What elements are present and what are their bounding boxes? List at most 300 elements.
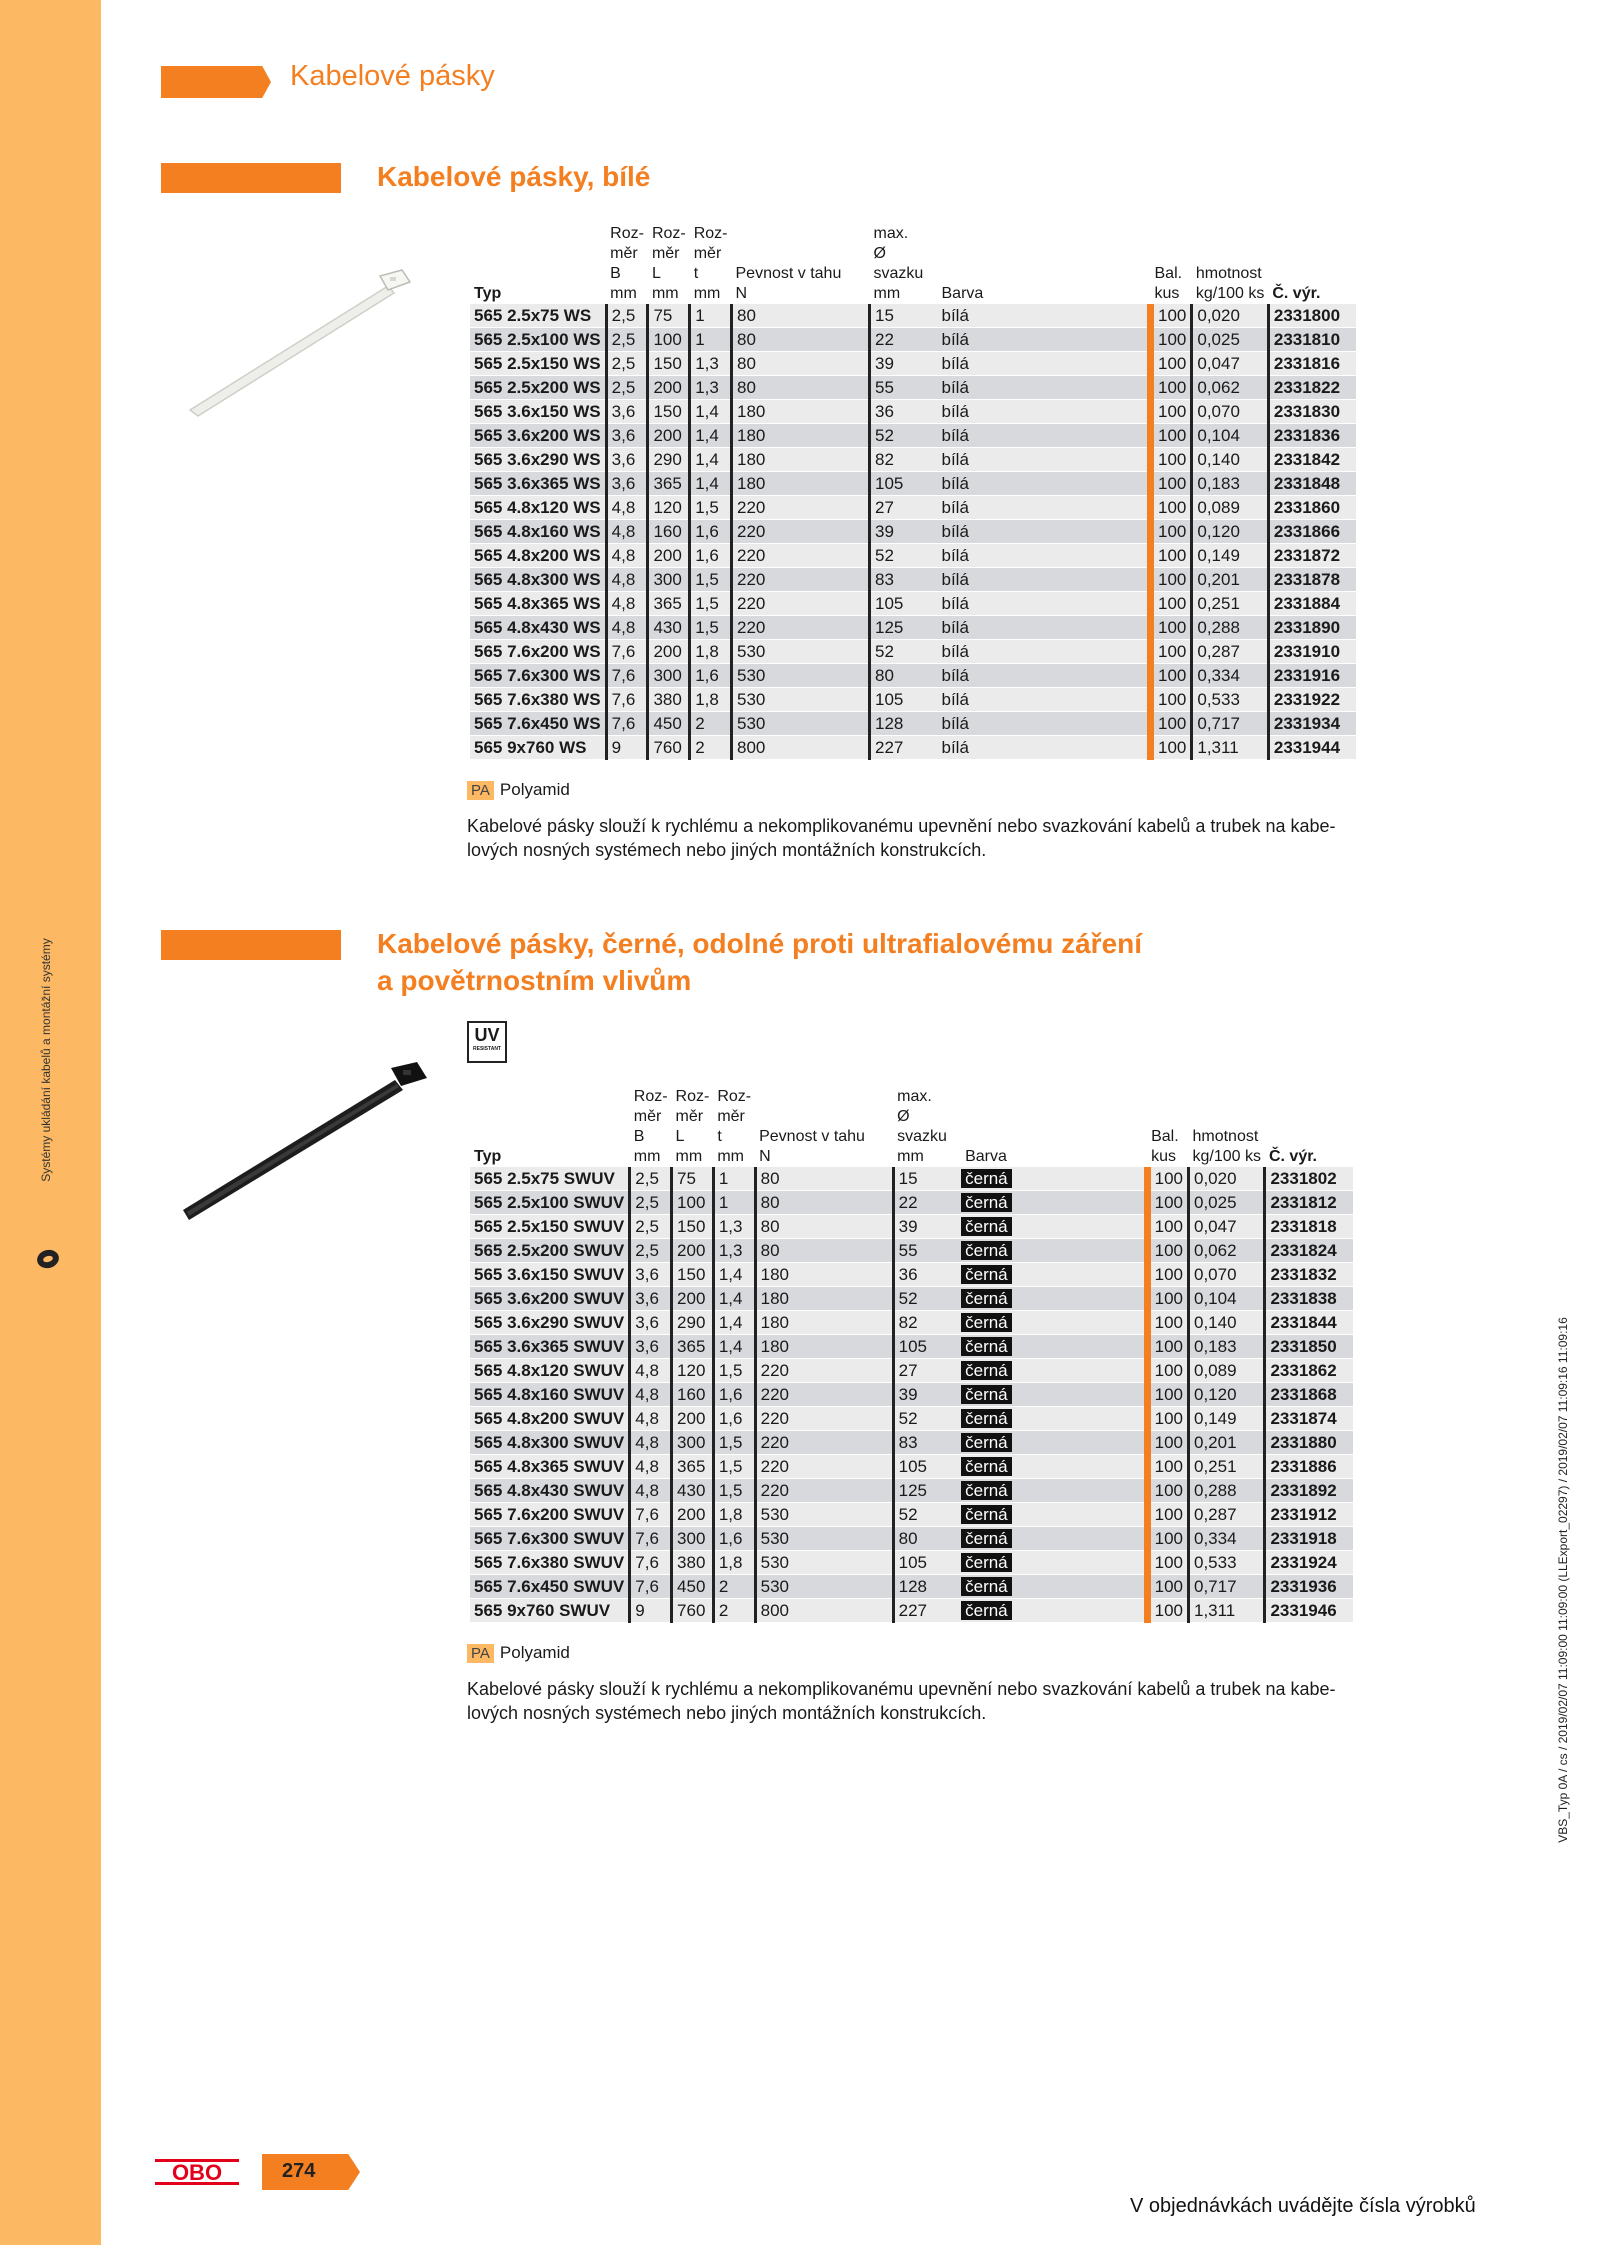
cell-cislo: 2331822 (1268, 376, 1356, 400)
cell-l: 760 (672, 1599, 714, 1623)
cell-barva (938, 520, 1151, 544)
cell-b: 7,6 (606, 664, 648, 688)
col-b-l1: Roz- (610, 225, 644, 242)
cell-pevnost: 220 (732, 520, 870, 544)
cell-prumer: 39 (893, 1215, 961, 1239)
cell-t: 1,4 (713, 1311, 755, 1335)
color-label: černá (961, 1577, 1012, 1596)
cell-cislo: 2331892 (1265, 1479, 1353, 1503)
cell-pevnost: 530 (755, 1503, 893, 1527)
uv-badge-sub: RESISTANT (473, 1046, 501, 1052)
col-bal-l2: kus (1154, 285, 1180, 302)
cell-pevnost: 220 (755, 1407, 893, 1431)
cell-typ: 565 7.6x450 WS (470, 712, 606, 736)
color-label: bílá (941, 449, 969, 469)
color-label: černá (961, 1601, 1012, 1620)
cell-t: 1,6 (690, 544, 732, 568)
cell-bal: 100 (1151, 712, 1192, 736)
cell-b: 7,6 (630, 1551, 672, 1575)
section-1-title: Kabelové pásky, bílé (377, 161, 651, 192)
cell-b: 2,5 (606, 304, 648, 328)
cell-prumer: 105 (870, 688, 938, 712)
cell-l: 200 (672, 1287, 714, 1311)
cell-pevnost: 220 (732, 616, 870, 640)
cell-hmotnost: 0,089 (1188, 1359, 1264, 1383)
cell-b: 4,8 (606, 520, 648, 544)
cell-t: 1,4 (713, 1335, 755, 1359)
cell-barva (961, 1215, 1147, 1239)
color-label: bílá (941, 737, 969, 757)
cell-pevnost: 220 (732, 568, 870, 592)
cell-b: 4,8 (606, 568, 648, 592)
color-label: bílá (941, 545, 969, 565)
cell-typ: 565 7.6x300 SWUV (470, 1527, 630, 1551)
cell-typ: 565 7.6x200 SWUV (470, 1503, 630, 1527)
color-label: černá (961, 1337, 1012, 1356)
cell-hmotnost: 0,089 (1192, 496, 1268, 520)
col-prumer-l1: max. (897, 1088, 932, 1105)
cell-typ: 565 2.5x150 SWUV (470, 1215, 630, 1239)
cell-barva (961, 1455, 1147, 1479)
cell-prumer: 39 (870, 352, 938, 376)
cell-l: 150 (648, 352, 690, 376)
cell-cislo: 2331934 (1268, 712, 1356, 736)
col-l-l1: Roz- (651, 225, 686, 242)
cell-typ: 565 2.5x100 WS (470, 328, 606, 352)
cell-l: 300 (648, 664, 690, 688)
cell-cislo: 2331800 (1268, 304, 1356, 328)
cell-b: 2,5 (606, 376, 648, 400)
table-row (470, 1359, 1353, 1383)
cell-b: 2,5 (606, 328, 648, 352)
table-row (470, 1599, 1353, 1623)
color-label: bílá (941, 569, 969, 589)
cell-hmotnost: 0,287 (1188, 1503, 1264, 1527)
cell-pevnost: 180 (732, 448, 870, 472)
cell-t: 1,5 (690, 592, 732, 616)
table-row (470, 1191, 1353, 1215)
cell-b: 3,6 (606, 400, 648, 424)
col-prumer-l1: max. (873, 225, 909, 242)
color-label: bílá (941, 593, 969, 613)
cell-bal: 100 (1147, 1599, 1188, 1623)
section-bar (161, 163, 341, 193)
cell-typ: 565 3.6x200 SWUV (470, 1287, 630, 1311)
cell-bal: 100 (1151, 328, 1192, 352)
cell-pevnost: 800 (732, 736, 870, 760)
cell-typ: 565 3.6x365 WS (470, 472, 606, 496)
white-cable-tie-image (170, 268, 430, 418)
cell-b: 2,5 (630, 1215, 672, 1239)
cell-cislo: 2331916 (1268, 664, 1356, 688)
cell-pevnost: 80 (732, 376, 870, 400)
col-bal-l1: Bal. (1151, 1128, 1179, 1145)
cell-typ: 565 4.8x200 SWUV (470, 1407, 630, 1431)
cell-bal: 100 (1151, 352, 1192, 376)
cell-prumer: 27 (870, 496, 938, 520)
cell-typ: 565 4.8x160 SWUV (470, 1383, 630, 1407)
table-row (470, 352, 1356, 376)
cell-typ: 565 3.6x150 WS (470, 400, 606, 424)
cell-t: 2 (713, 1599, 755, 1623)
cell-b: 7,6 (630, 1527, 672, 1551)
cell-bal: 100 (1151, 424, 1192, 448)
cell-l: 365 (648, 592, 690, 616)
color-label: černá (961, 1217, 1012, 1236)
material-tag: PA (467, 781, 494, 800)
cell-t: 1,5 (713, 1359, 755, 1383)
cell-typ: 565 4.8x300 SWUV (470, 1431, 630, 1455)
cell-b: 9 (630, 1599, 672, 1623)
cell-prumer: 80 (870, 664, 938, 688)
table-header (470, 1087, 1353, 1167)
description-line-2: lových nosných systémech nebo jiných montážních konstrukcích. (467, 1703, 987, 1723)
cell-typ: 565 7.6x200 WS (470, 640, 606, 664)
table-row (470, 1503, 1353, 1527)
col-l-l1: Roz- (675, 1088, 710, 1105)
footer-note: V objednávkách uvádějte čísla výrobků (1130, 2195, 1476, 2217)
cell-cislo: 2331874 (1265, 1407, 1353, 1431)
cell-prumer: 227 (870, 736, 938, 760)
col-hmotnost (1188, 1087, 1264, 1167)
col-barva: Barva (965, 1148, 1007, 1165)
color-label: bílá (941, 497, 969, 517)
table-row (470, 1551, 1353, 1575)
cell-prumer: 39 (870, 520, 938, 544)
cell-b: 4,8 (630, 1407, 672, 1431)
table-row (470, 592, 1356, 616)
color-label: bílá (941, 713, 969, 733)
cell-hmotnost: 0,047 (1188, 1215, 1264, 1239)
cell-l: 200 (648, 424, 690, 448)
cell-t: 1,6 (690, 520, 732, 544)
cell-t: 2 (713, 1575, 755, 1599)
cell-barva (938, 568, 1151, 592)
cell-b: 7,6 (630, 1575, 672, 1599)
color-label: černá (961, 1241, 1012, 1260)
cell-b: 3,6 (630, 1287, 672, 1311)
cell-bal: 100 (1147, 1551, 1188, 1575)
cell-pevnost: 530 (732, 640, 870, 664)
cell-t: 1,4 (690, 400, 732, 424)
table-row (470, 448, 1356, 472)
color-label: černá (961, 1385, 1012, 1404)
cell-l: 300 (648, 568, 690, 592)
cell-barva (961, 1527, 1147, 1551)
cell-b: 2,5 (630, 1167, 672, 1191)
cell-cislo: 2331944 (1268, 736, 1356, 760)
cell-cislo: 2331880 (1265, 1431, 1353, 1455)
cell-cislo: 2331884 (1268, 592, 1356, 616)
col-l-l2: měr (651, 245, 680, 262)
col-b (606, 224, 648, 304)
cell-hmotnost: 0,183 (1192, 472, 1268, 496)
cell-cislo: 2331810 (1268, 328, 1356, 352)
cell-l: 290 (648, 448, 690, 472)
cell-barva (961, 1239, 1147, 1263)
col-t-l3: t (693, 265, 699, 282)
cell-hmotnost: 0,104 (1192, 424, 1268, 448)
section-bar (161, 930, 341, 960)
col-cislo: Č. výr. (1272, 285, 1321, 302)
cell-t: 1,8 (690, 688, 732, 712)
uv-badge-main: UV (474, 1025, 500, 1045)
cell-prumer: 36 (893, 1263, 961, 1287)
cell-pevnost: 530 (732, 688, 870, 712)
section-2-title (377, 925, 1142, 999)
cell-prumer: 128 (870, 712, 938, 736)
cell-pevnost: 80 (755, 1215, 893, 1239)
cell-pevnost: 220 (755, 1479, 893, 1503)
cell-t: 1,6 (690, 664, 732, 688)
cell-b: 4,8 (606, 544, 648, 568)
cell-hmotnost: 0,070 (1188, 1263, 1264, 1287)
table-row (470, 688, 1356, 712)
cell-l: 450 (648, 712, 690, 736)
cell-l: 380 (672, 1551, 714, 1575)
cell-cislo: 2331830 (1268, 400, 1356, 424)
cell-bal: 100 (1147, 1479, 1188, 1503)
cell-prumer: 80 (893, 1527, 961, 1551)
cell-prumer: 83 (893, 1431, 961, 1455)
cell-pevnost: 180 (732, 400, 870, 424)
table-body-white (470, 304, 1356, 760)
color-label: černá (961, 1553, 1012, 1572)
cell-pevnost: 800 (755, 1599, 893, 1623)
cell-l: 290 (672, 1311, 714, 1335)
cell-prumer: 83 (870, 568, 938, 592)
color-label: bílá (941, 665, 969, 685)
col-bal (1147, 1087, 1188, 1167)
cell-hmotnost: 0,201 (1192, 568, 1268, 592)
cell-l: 760 (648, 736, 690, 760)
cell-cislo: 2331946 (1265, 1599, 1353, 1623)
col-b (630, 1087, 672, 1167)
cell-t: 1,3 (690, 376, 732, 400)
table-row (470, 1527, 1353, 1551)
cell-prumer: 27 (893, 1359, 961, 1383)
cell-hmotnost: 0,717 (1192, 712, 1268, 736)
cell-t: 1,5 (690, 568, 732, 592)
cell-t: 1,4 (690, 448, 732, 472)
table-header (470, 224, 1356, 304)
cell-cislo: 2331878 (1268, 568, 1356, 592)
cell-typ: 565 2.5x200 SWUV (470, 1239, 630, 1263)
col-pevnost (755, 1087, 893, 1167)
section-2-description (467, 1677, 1407, 1725)
cell-prumer: 227 (893, 1599, 961, 1623)
cell-hmotnost: 0,201 (1188, 1431, 1264, 1455)
cell-pevnost: 220 (755, 1431, 893, 1455)
spec-table-white (470, 224, 1356, 760)
col-l (672, 1087, 714, 1167)
cell-l: 150 (672, 1263, 714, 1287)
col-l-l3: L (675, 1128, 685, 1145)
cell-b: 4,8 (630, 1479, 672, 1503)
table-body-black (470, 1167, 1353, 1623)
cell-t: 1,3 (713, 1239, 755, 1263)
cell-barva (938, 496, 1151, 520)
cell-cislo: 2331838 (1265, 1287, 1353, 1311)
color-label: bílá (941, 353, 969, 373)
col-pevnost-l2: N (759, 1148, 771, 1165)
cell-prumer: 128 (893, 1575, 961, 1599)
table-row (470, 1263, 1353, 1287)
cell-l: 200 (648, 640, 690, 664)
table-row (470, 424, 1356, 448)
cell-hmotnost: 0,070 (1192, 400, 1268, 424)
cell-l: 160 (648, 520, 690, 544)
cell-hmotnost: 0,062 (1188, 1239, 1264, 1263)
cell-b: 2,5 (630, 1239, 672, 1263)
cell-hmotnost: 0,047 (1192, 352, 1268, 376)
cell-prumer: 105 (893, 1455, 961, 1479)
table-row (470, 520, 1356, 544)
cell-barva (938, 688, 1151, 712)
cell-cislo: 2331872 (1268, 544, 1356, 568)
cell-t: 1,3 (690, 352, 732, 376)
cell-cislo: 2331844 (1265, 1311, 1353, 1335)
table-row (470, 1311, 1353, 1335)
col-prumer (870, 224, 938, 304)
cell-prumer: 105 (893, 1335, 961, 1359)
cell-pevnost: 180 (755, 1287, 893, 1311)
table-row (470, 1455, 1353, 1479)
col-pevnost-l2: N (735, 285, 748, 302)
cell-typ: 565 2.5x75 SWUV (470, 1167, 630, 1191)
cell-pevnost: 80 (732, 352, 870, 376)
cell-pevnost: 220 (755, 1383, 893, 1407)
cell-typ: 565 4.8x430 SWUV (470, 1479, 630, 1503)
cell-cislo: 2331850 (1265, 1335, 1353, 1359)
cell-b: 7,6 (630, 1503, 672, 1527)
table-row (470, 1407, 1353, 1431)
cell-barva (961, 1263, 1147, 1287)
cell-hmotnost: 0,025 (1188, 1191, 1264, 1215)
black-cable-tie-image (165, 1060, 435, 1230)
cell-l: 365 (648, 472, 690, 496)
cell-l: 75 (648, 304, 690, 328)
material-text: Polyamid (499, 780, 570, 799)
table-row (470, 1575, 1353, 1599)
table-row (470, 736, 1356, 760)
table-row (470, 544, 1356, 568)
section-2-title-line-2: a povětrnostním vlivům (377, 965, 692, 996)
spec-table-black (470, 1087, 1353, 1623)
cell-cislo: 2331924 (1265, 1551, 1353, 1575)
cell-t: 1,5 (690, 496, 732, 520)
color-label: černá (961, 1433, 1012, 1452)
cell-cislo: 2331922 (1268, 688, 1356, 712)
cell-pevnost: 80 (732, 328, 870, 352)
cell-bal: 100 (1151, 640, 1192, 664)
col-typ: Typ (474, 1148, 502, 1165)
cell-pevnost: 530 (732, 712, 870, 736)
cell-cislo: 2331890 (1268, 616, 1356, 640)
cell-b: 3,6 (630, 1335, 672, 1359)
col-t-l2: měr (693, 245, 722, 262)
cell-bal: 100 (1151, 496, 1192, 520)
cell-bal: 100 (1147, 1383, 1188, 1407)
cell-bal: 100 (1147, 1575, 1188, 1599)
col-t (713, 1087, 755, 1167)
cell-l: 200 (648, 544, 690, 568)
table-row (470, 472, 1356, 496)
cell-hmotnost: 0,288 (1188, 1479, 1264, 1503)
col-prumer-l4: mm (897, 1148, 924, 1165)
cell-l: 120 (648, 496, 690, 520)
cell-pevnost: 530 (755, 1551, 893, 1575)
cell-hmotnost: 0,149 (1192, 544, 1268, 568)
cell-barva (961, 1431, 1147, 1455)
cell-b: 3,6 (606, 448, 648, 472)
col-barva: Barva (941, 285, 984, 302)
cell-bal: 100 (1147, 1503, 1188, 1527)
cell-pevnost: 220 (755, 1359, 893, 1383)
cell-b: 3,6 (606, 472, 648, 496)
col-bal-l1: Bal. (1154, 265, 1183, 282)
col-hmotnost-l2: kg/100 ks (1192, 1148, 1261, 1165)
col-pevnost-l1: Pevnost v tahu (735, 265, 842, 282)
cell-barva (938, 592, 1151, 616)
cell-typ: 565 7.6x380 SWUV (470, 1551, 630, 1575)
cell-barva (938, 400, 1151, 424)
cell-prumer: 125 (870, 616, 938, 640)
cell-hmotnost: 0,120 (1188, 1383, 1264, 1407)
cell-typ: 565 4.8x200 WS (470, 544, 606, 568)
cell-prumer: 125 (893, 1479, 961, 1503)
color-label: černá (961, 1265, 1012, 1284)
cell-bal: 100 (1147, 1287, 1188, 1311)
cell-typ: 565 7.6x380 WS (470, 688, 606, 712)
cell-bal: 100 (1147, 1311, 1188, 1335)
cell-prumer: 105 (870, 472, 938, 496)
cell-typ: 565 4.8x300 WS (470, 568, 606, 592)
cell-t: 1 (690, 304, 732, 328)
cell-t: 1,8 (690, 640, 732, 664)
cell-typ: 565 9x760 SWUV (470, 1599, 630, 1623)
cell-bal: 100 (1151, 520, 1192, 544)
color-label: bílá (941, 689, 969, 709)
color-label: bílá (941, 617, 969, 637)
cell-typ: 565 9x760 WS (470, 736, 606, 760)
cell-cislo: 2331936 (1265, 1575, 1353, 1599)
cell-l: 100 (672, 1191, 714, 1215)
table-row (470, 1167, 1353, 1191)
cell-t: 1,8 (713, 1503, 755, 1527)
cell-bal: 100 (1151, 568, 1192, 592)
cell-pevnost: 530 (732, 664, 870, 688)
cell-l: 160 (672, 1383, 714, 1407)
col-t-l3: t (717, 1128, 722, 1145)
color-label: bílá (941, 473, 969, 493)
cell-hmotnost: 0,334 (1188, 1527, 1264, 1551)
uv-resistant-badge (467, 1021, 507, 1063)
cell-typ: 565 3.6x150 SWUV (470, 1263, 630, 1287)
cell-barva (961, 1311, 1147, 1335)
cell-b: 4,8 (606, 616, 648, 640)
cell-pevnost: 180 (755, 1263, 893, 1287)
page-number: 274 (282, 2160, 316, 2182)
color-label: černá (961, 1193, 1012, 1212)
col-t-l1: Roz- (717, 1088, 752, 1105)
table-row (470, 496, 1356, 520)
cell-l: 380 (648, 688, 690, 712)
cell-t: 1,6 (713, 1527, 755, 1551)
material-text: Polyamid (499, 1643, 570, 1662)
col-typ: Typ (474, 285, 502, 302)
cell-bal: 100 (1147, 1335, 1188, 1359)
